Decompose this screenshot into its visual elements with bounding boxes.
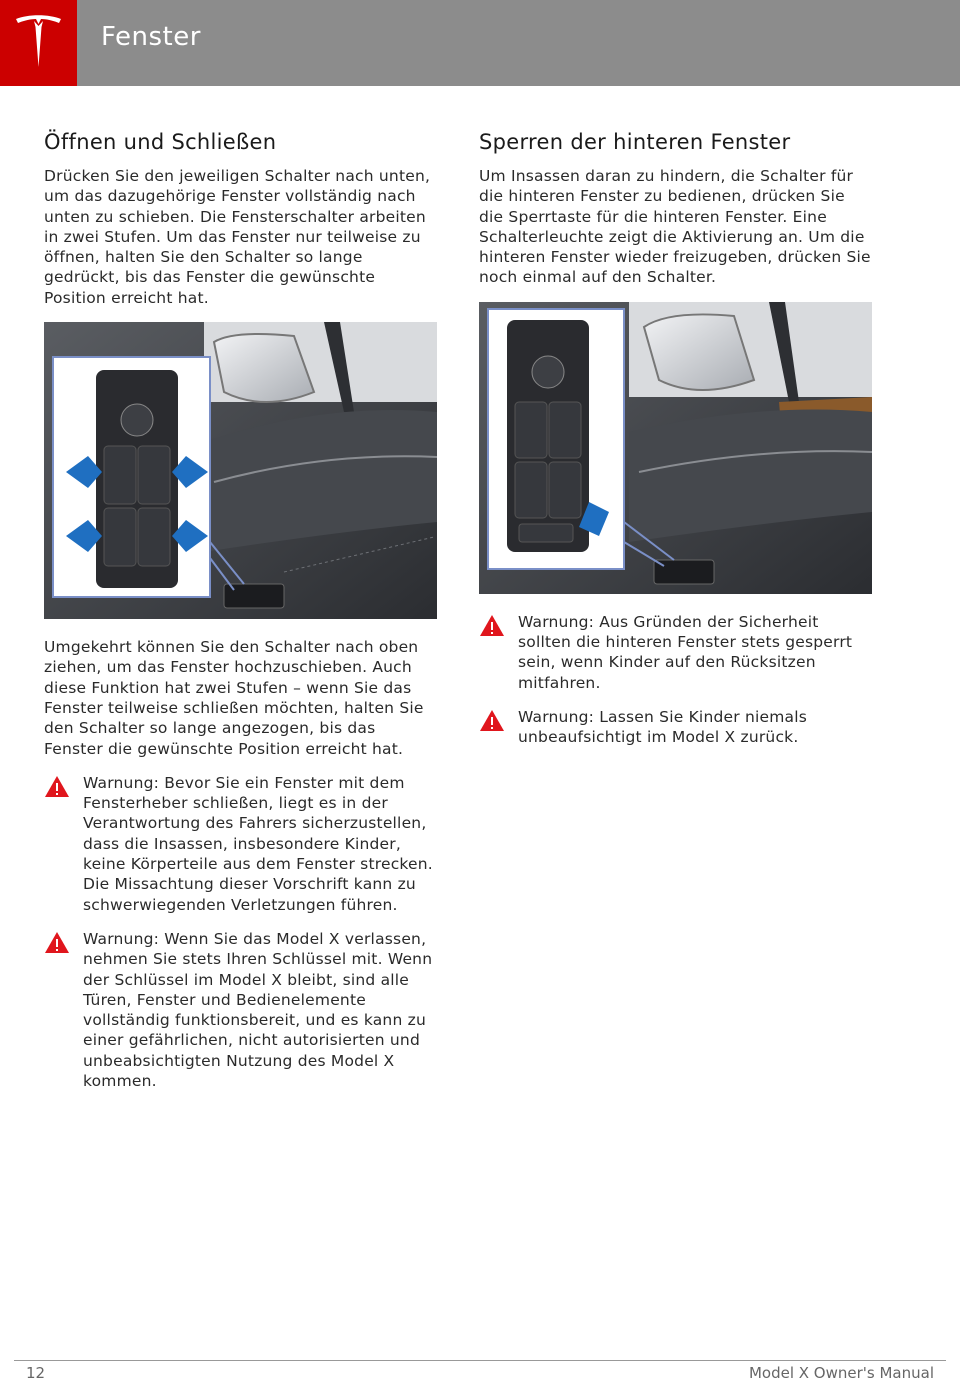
- warning-children-unattended: [479, 707, 874, 748]
- page-number: 12: [26, 1364, 46, 1382]
- warning-take-key: [44, 929, 439, 1091]
- open-close-paragraph-1: Drücken Sie den jeweiligen Schalter nach unten, um das dazugehörige Fenster vollständig nach unten zu schieben. Die Fensterschalter arbeiten in zwei Stufen. Um das Fenster nur teilweise zu öffnen, halten Sie den Schalter so lange gedrückt, bis das Fenster die gewünschte Position erreicht hat.: [44, 167, 431, 307]
- rear-window-lock-figure: [479, 302, 872, 594]
- warning-text: Warnung: Aus Gründen der Sicherheit sollten die hinteren Fenster stets gesperrt sein, wenn Kinder auf den Rücksitzen mitfahren.: [518, 612, 853, 692]
- brand-logo: [0, 0, 77, 86]
- warning-triangle-icon: [44, 931, 70, 954]
- window-switch-figure: [44, 322, 437, 619]
- section-heading-open-close: Öffnen und Schließen: [44, 130, 277, 154]
- warning-triangle-icon: [479, 709, 505, 732]
- warning-rear-lock-children: [479, 612, 874, 693]
- open-close-paragraph-2: Umgekehrt können Sie den Schalter nach oben ziehen, um das Fenster hochzuschieben. Auch diese Funktion hat zwei Stufen – wenn Sie das Fenster teilweise schließen möchten, halten Sie den Schalter so lange angezogen, bis das Fenster die gewünschte Position erreicht hat.: [44, 638, 424, 758]
- warning-close-window: [44, 773, 439, 915]
- warning-text: Warnung: Wenn Sie das Model X verlassen, nehmen Sie stets Ihren Schlüssel mit. Wenn der Schlüssel im Model X bleibt, sind alle Türen, Fenster und Bedienelemente vollständig funktionsbereit, und es kann zu einer gefährlichen, nicht autorisierten und unbeabsichtigten Nutzung des Model X kommen.: [83, 929, 433, 1091]
- warning-triangle-icon: [479, 614, 505, 637]
- warning-text: Warnung: Lassen Sie Kinder niemals unbeaufsichtigt im Model X zurück.: [518, 707, 807, 747]
- tesla-logo-icon: [13, 13, 64, 71]
- lock-rear-paragraph: Um Insassen daran zu hindern, die Schalter für die hinteren Fenster zu bedienen, drücken Sie die Sperrtaste für die hinteren Fenster. Eine Schalterleuchte zeigt die Aktivierung an. Um die hinteren Fenster wieder freizugeben, drücken Sie noch einmal auf den Schalter.: [479, 167, 871, 287]
- left-column: [44, 130, 439, 1091]
- manual-title: Model X Owner's Manual: [748, 1364, 934, 1382]
- warning-text: Warnung: Bevor Sie ein Fenster mit dem Fensterheber schließen, liegt es in der Verantwortung des Fahrers sicherzustellen, dass die Insassen, insbesondere Kinder, keine Körperteile aus dem Fenster strecken. Die Missachtung dieser Vorschrift kann zu schwerwiegenden Verletzungen führen.: [83, 773, 433, 914]
- warning-triangle-icon: [44, 775, 70, 798]
- footer-divider: [14, 1360, 946, 1361]
- page-title: Fenster: [101, 22, 201, 52]
- page-header: [0, 0, 960, 86]
- section-heading-lock-rear: Sperren der hinteren Fenster: [479, 130, 791, 154]
- right-column: [479, 130, 874, 748]
